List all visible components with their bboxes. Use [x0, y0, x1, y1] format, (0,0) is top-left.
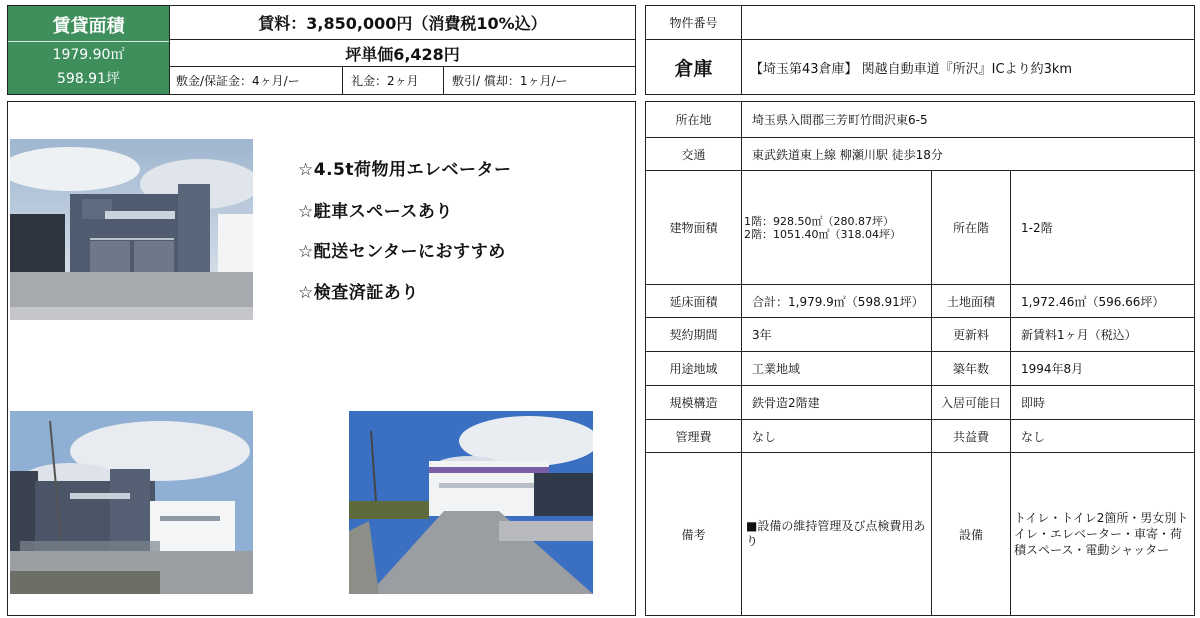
- total-floor-label: 延床面積: [646, 285, 742, 318]
- common-fee-label: 共益費: [932, 420, 1011, 453]
- feature-elevator: ☆4.5t荷物用エレベーター: [298, 160, 512, 180]
- common-fee-value: なし: [1011, 420, 1195, 453]
- age-value: 1994年8月: [1011, 352, 1195, 386]
- building-area-floor2: 2階：1051.40㎡（318.04坪）: [744, 227, 901, 241]
- rent-price: 賃料：3,850,000円（消費税10%込）: [169, 5, 636, 40]
- deposit-terms: 敷金/保証金：4ヶ月/ー: [169, 66, 343, 95]
- equipment-value: トイレ・トイレ2箇所・男女別トイレ・エレベーター・車寄・荷積スペース・電動シャッター: [1014, 511, 1189, 557]
- remarks-value: ■設備の維持管理及び点検費用あり: [742, 453, 932, 615]
- amortization-terms: 敷引/ 償却：1ヶ月/ー: [443, 66, 636, 95]
- floor-label: 所在階: [932, 171, 1011, 285]
- location-label: 所在地: [646, 102, 742, 138]
- zoning-label: 用途地域: [646, 352, 742, 386]
- feature-parking: ☆駐車スペースあり: [298, 202, 453, 222]
- property-number-label: 物件番号: [645, 5, 742, 40]
- renewal-label: 更新料: [932, 318, 1011, 352]
- property-type-value: 【埼玉第43倉庫】 関越自動車道『所沢』ICより約3km: [741, 39, 1195, 95]
- contract-value: 3年: [742, 318, 932, 352]
- building-area-value: [742, 171, 932, 285]
- land-area-label: 土地面積: [932, 285, 1011, 318]
- building-area-floor1: 1階：928.50㎡（280.87坪）: [744, 214, 894, 228]
- property-type-label: 倉庫: [645, 39, 742, 95]
- renewal-value: 新賃料1ヶ月（税込）: [1011, 318, 1195, 352]
- contract-label: 契約期間: [646, 318, 742, 352]
- management-fee-value: なし: [742, 420, 932, 453]
- zoning-value: 工業地域: [742, 352, 932, 386]
- key-money: 礼金：2ヶ月: [342, 66, 444, 95]
- total-floor-value: 合計：1,979.9㎡（598.91坪）: [742, 285, 932, 318]
- warehouse-photo-side: [10, 411, 253, 594]
- building-area-label: 建物面積: [646, 171, 742, 285]
- land-area-value: 1,972.46㎡（596.66坪）: [1011, 285, 1195, 318]
- move-in-value: 即時: [1011, 386, 1195, 420]
- rental-area-tsubo: 598.91坪: [57, 71, 120, 87]
- floor-value: 1-2階: [1011, 171, 1195, 285]
- warehouse-photo-street: [349, 411, 593, 594]
- age-label: 築年数: [932, 352, 1011, 386]
- rental-area-box: [7, 5, 170, 95]
- unit-price: 坪単価6,428円: [169, 39, 636, 67]
- rental-area-sqm: 1979.90㎡: [52, 47, 125, 63]
- feature-delivery: ☆配送センターにおすすめ: [298, 242, 506, 262]
- structure-label: 規模構造: [646, 386, 742, 420]
- structure-value: 鉄骨造2階建: [742, 386, 932, 420]
- transport-label: 交通: [646, 138, 742, 171]
- management-fee-label: 管理費: [646, 420, 742, 453]
- location-value: 埼玉県入間郡三芳町竹間沢東6-5: [742, 102, 1195, 138]
- equipment-label: 設備: [932, 453, 1011, 615]
- property-number-value: [741, 5, 1195, 40]
- warehouse-photo-front: [10, 139, 253, 320]
- remarks-label: 備考: [646, 453, 742, 615]
- feature-inspection: ☆検査済証あり: [298, 283, 419, 303]
- transport-value: 東武鉄道東上線 柳瀬川駅 徒歩18分: [742, 138, 1195, 171]
- rental-area-title: 賃貸面積: [8, 8, 169, 42]
- move-in-label: 入居可能日: [932, 386, 1011, 420]
